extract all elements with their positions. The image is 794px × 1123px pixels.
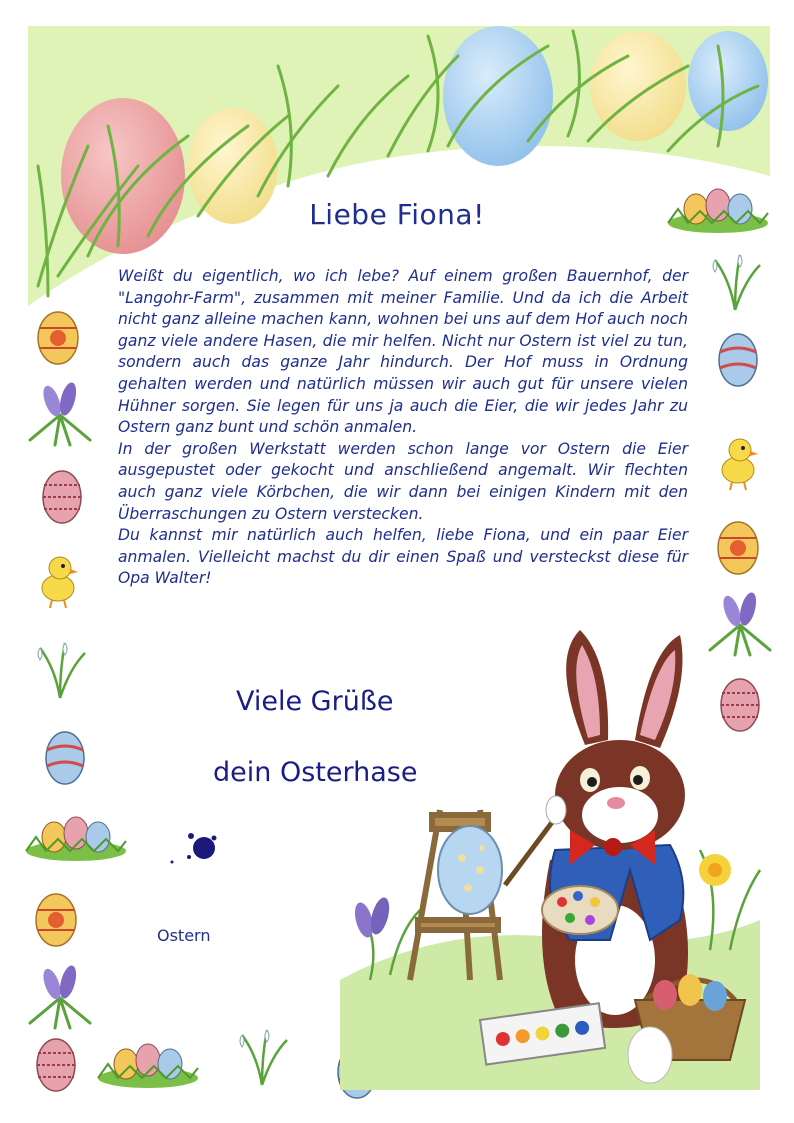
painted-egg-icon bbox=[37, 1039, 75, 1091]
snowdrop-icon bbox=[38, 643, 85, 698]
egg-nest-icon bbox=[98, 1044, 198, 1088]
crocus-icon bbox=[30, 964, 90, 1028]
crocus-icon bbox=[30, 381, 90, 445]
egg-nest-icon bbox=[26, 817, 126, 861]
painted-egg-icon bbox=[719, 334, 757, 386]
closing-greeting: Viele Grüße bbox=[236, 686, 394, 717]
painted-egg-icon bbox=[46, 732, 84, 784]
painted-egg-icon bbox=[38, 312, 78, 364]
salutation: Liebe Fiona! bbox=[309, 198, 485, 231]
ink-blot-icon bbox=[171, 833, 217, 864]
chick-icon bbox=[722, 439, 758, 490]
snowdrop-icon bbox=[240, 1030, 287, 1085]
painted-egg-icon bbox=[36, 894, 76, 946]
easter-bunny-painting-egg-icon bbox=[330, 620, 770, 1100]
painted-egg-icon bbox=[718, 522, 758, 574]
snowdrop-icon bbox=[713, 255, 760, 310]
place-line: Ostern bbox=[157, 926, 211, 945]
chick-icon bbox=[42, 557, 78, 608]
closing-signature: dein Osterhase bbox=[213, 757, 418, 788]
letter-body: Weißt du eigentlich, wo ich lebe? Auf einem großen Bauernhof, der "Langohr-Farm", zusammen mit meiner Familie. Und da ich die Arbeit nicht ganz alleine machen kann, wohnen bei uns auf dem Hof auch noch ganz viele andere Hasen, die mir helfen. Nicht nur Ostern ist viel zu tun, sondern auch das ganze Jahr hindurch. Der Hof muss in Ordnung gehalten werden und natürlich müssen wir auch gut für unsere vielen Hühner sorgen. Sie legen für uns ja auch die Eier, die wir jedes Jahr zu Ostern ganz bunt und schön anmalen. In der großen Werkstatt werden schon lange vor Ostern die Eier ausgepustet oder gekocht und anschließend angemalt. Wir flechten auch ganz viele Körbchen, die wir dann bei einigen Kindern mit den Überraschungen zu Ostern verstecken. Du kannst mir natürlich auch helfen, liebe Fiona, und ein paar Eier anmalen. Vielleicht machst du dir einen Spaß und versteckst diese für Opa Walter! bbox=[118, 267, 688, 588]
painted-egg-icon bbox=[43, 471, 81, 523]
